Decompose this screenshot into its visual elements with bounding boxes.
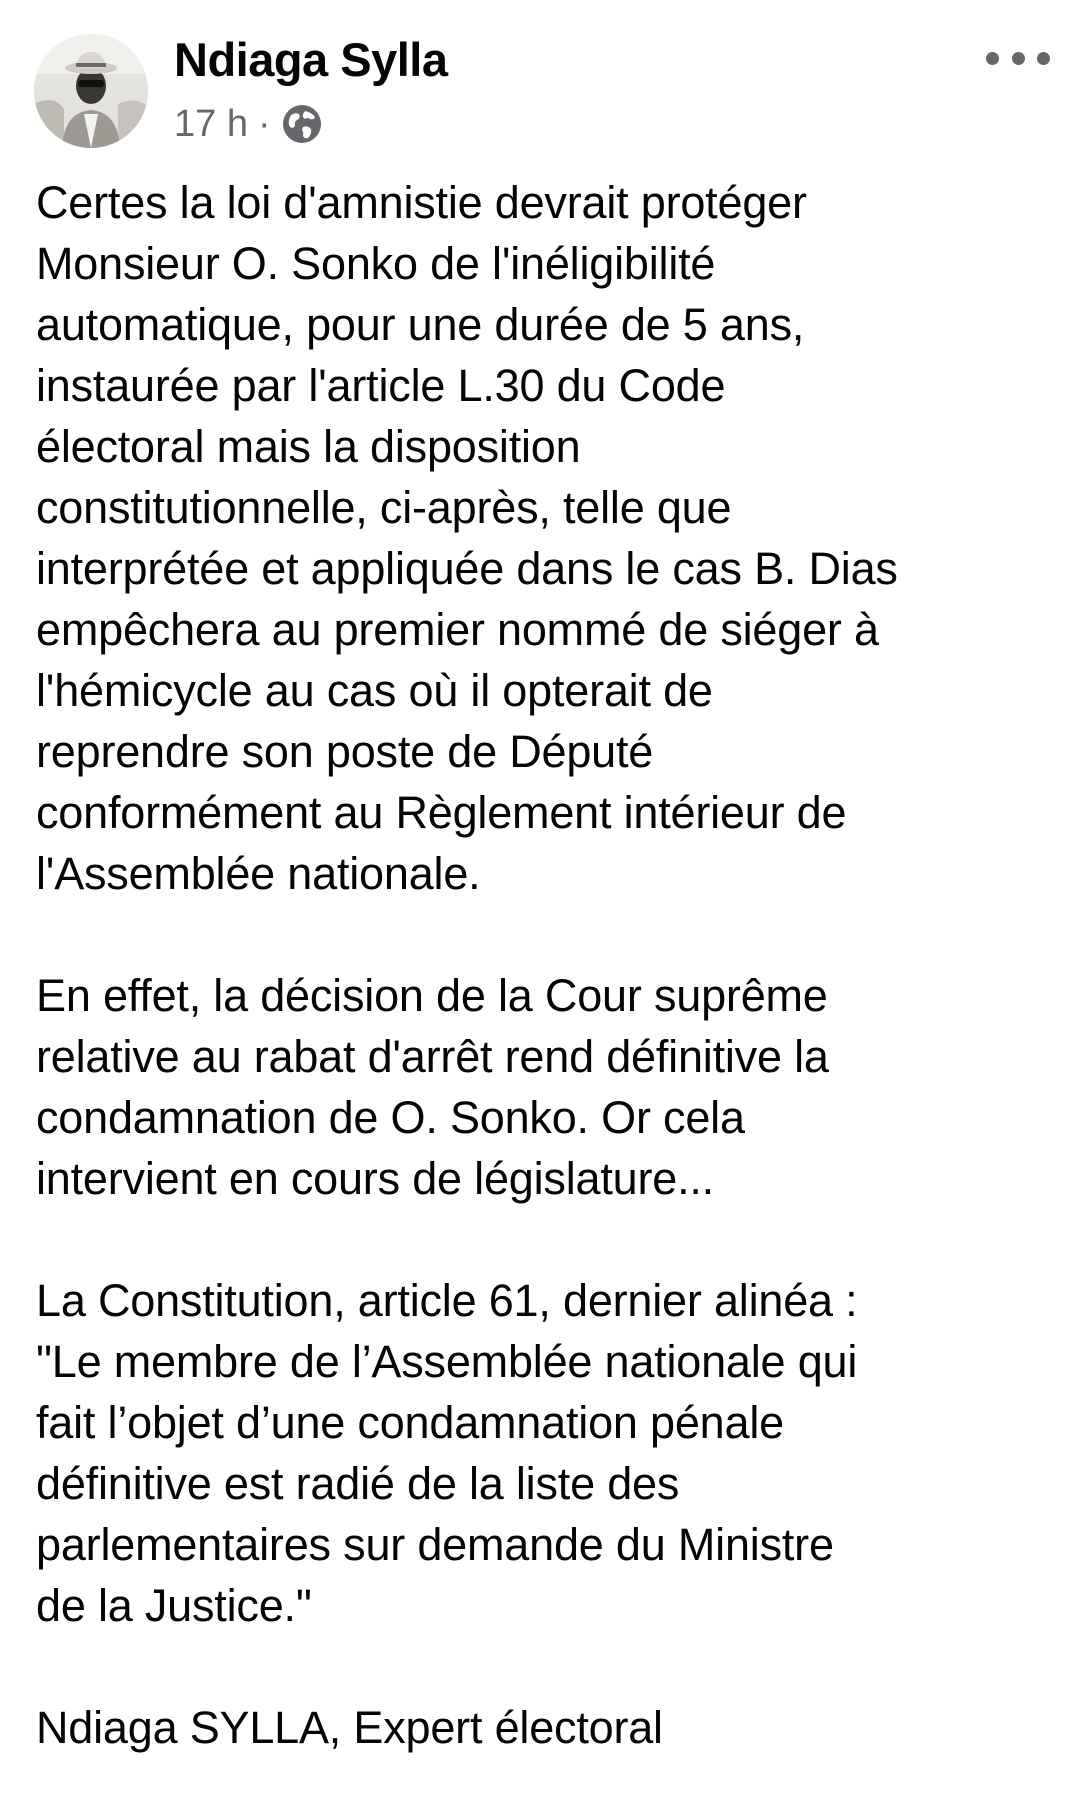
avatar[interactable] — [34, 34, 148, 148]
more-options-icon — [986, 52, 999, 65]
text-line: relative au rabat d'arrêt rend définitive la — [36, 1031, 829, 1082]
text-line: reprendre son poste de Député — [36, 726, 654, 777]
text-line: En effet, la décision de la Cour suprême — [36, 970, 828, 1021]
avatar-photo — [34, 34, 148, 148]
text-line: l'hémicycle au cas où il opterait de — [36, 665, 713, 716]
post-paragraph — [36, 1270, 1056, 1636]
text-line: Certes la loi d'amnistie devrait protéger — [36, 177, 807, 228]
post-meta — [174, 98, 323, 150]
text-line: constitutionnelle, ci-après, telle que — [36, 482, 732, 533]
text-line: instaurée par l'article L.30 du Code — [36, 360, 726, 411]
text-line: Ndiaga SYLLA, Expert électoral — [36, 1702, 663, 1753]
text-line: "Le membre de l’Assemblée nationale qui — [36, 1336, 858, 1387]
post-body — [36, 172, 1056, 1819]
text-line: La Constitution, article 61, dernier alinéa : — [36, 1275, 858, 1326]
text-line: automatique, pour une durée de 5 ans, — [36, 299, 805, 350]
more-options-dot — [1037, 52, 1050, 65]
text-line: électoral mais la disposition — [36, 421, 581, 472]
more-options-dot — [1012, 52, 1025, 65]
post-paragraph — [36, 172, 1056, 904]
post-timestamp[interactable]: 17 h — [174, 102, 248, 145]
author-name[interactable]: Ndiaga Sylla — [174, 33, 448, 86]
globe-icon[interactable] — [281, 103, 323, 145]
text-line: parlementaires sur demande du Ministre — [36, 1519, 834, 1570]
post-header — [0, 0, 1080, 160]
text-line: interprétée et appliquée dans le cas B. Dias — [36, 543, 898, 594]
text-line: condamnation de O. Sonko. Or cela — [36, 1092, 745, 1143]
post-signature — [36, 1697, 1056, 1758]
text-line: Monsieur O. Sonko de l'inéligibilité — [36, 238, 716, 289]
text-line: l'Assemblée nationale. — [36, 848, 481, 899]
meta-separator: · — [257, 102, 271, 145]
text-line: définitive est radié de la liste des — [36, 1458, 680, 1509]
text-line: empêchera au premier nommé de siéger à — [36, 604, 879, 655]
text-line: fait l’objet d’une condamnation pénale — [36, 1397, 784, 1448]
text-line: de la Justice." — [36, 1580, 312, 1631]
text-line: conformément au Règlement intérieur de — [36, 787, 847, 838]
more-options-button[interactable] — [986, 40, 1050, 76]
post-paragraph — [36, 965, 1056, 1209]
text-line: intervient en cours de législature... — [36, 1153, 714, 1204]
